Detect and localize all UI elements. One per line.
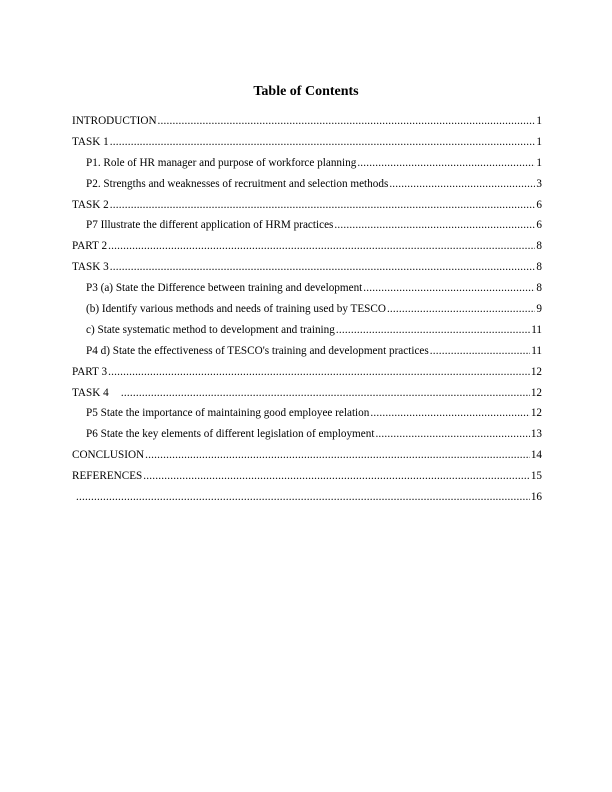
toc-dot-leader	[108, 239, 535, 253]
toc-page-number: 1	[536, 115, 542, 127]
toc-dot-leader	[143, 469, 530, 483]
toc-dot-leader	[158, 114, 536, 128]
toc-page-number: 1	[536, 156, 542, 169]
toc-page-number: 8	[536, 282, 542, 295]
toc-page-number: 3	[536, 177, 542, 190]
toc-page-number: 1	[536, 135, 542, 148]
toc-dot-leader	[334, 218, 535, 232]
toc-dot-leader	[110, 198, 536, 212]
toc-entry-conclusion[interactable]	[72, 448, 542, 469]
toc-entry-p5[interactable]	[72, 406, 542, 427]
toc-entry-label: (b) Identify various methods and needs of training used by TESCO	[86, 303, 386, 316]
toc-entry-task-4[interactable]	[72, 386, 542, 407]
toc-entry-label: P3 (a) State the Difference between training and development	[86, 282, 363, 295]
toc-page-number: 14	[530, 449, 542, 462]
toc-page-number: 6	[536, 198, 542, 211]
toc-entry-label: P4 d) State the effectiveness of TESCO's training and development practices	[86, 344, 429, 357]
toc-entry-label: P1. Role of HR manager and purpose of workforce planning	[86, 156, 357, 169]
toc-entry-label: P6 State the key elements of different legislation of employment	[86, 428, 375, 441]
toc-entry-task-2[interactable]	[72, 198, 542, 219]
toc-entry-label: P5 State the importance of maintaining good employee relation	[86, 407, 370, 420]
toc-dot-leader	[370, 406, 529, 420]
toc-entry-task-1[interactable]	[72, 135, 542, 156]
toc-dot-leader	[336, 323, 530, 337]
toc-entry-label: P7 Illustrate the different application of HRM practices	[86, 219, 334, 232]
toc-entry-label: PART 2	[72, 240, 108, 253]
toc-entry-part-3[interactable]	[72, 365, 542, 386]
toc-page-number: 6	[536, 219, 542, 232]
toc-entry-label: TASK 2	[72, 198, 109, 211]
toc-dot-leader	[110, 135, 536, 149]
toc-page-number: 13	[530, 428, 542, 441]
toc-entry-label: P2. Strengths and weaknesses of recruitment and selection methods	[86, 177, 389, 190]
toc-entry-p7[interactable]	[72, 218, 542, 239]
toc-dot-leader	[430, 344, 530, 358]
toc-entry-label: TASK 1	[72, 135, 109, 148]
toc-dot-leader	[357, 156, 535, 170]
toc-entry-references[interactable]	[72, 469, 542, 490]
toc-entry-introduction[interactable]	[72, 114, 542, 135]
toc-entry-label: TASK 3	[72, 261, 109, 274]
toc-entry-untitled[interactable]	[72, 490, 542, 511]
toc-dot-leader	[76, 490, 530, 504]
toc-page-number: 12	[530, 386, 542, 399]
toc-dot-leader	[121, 386, 530, 400]
toc-dot-leader	[363, 281, 535, 295]
toc-entry-task-3[interactable]	[72, 260, 542, 281]
toc-dot-leader	[108, 365, 530, 379]
toc-entry-p4d[interactable]	[72, 344, 542, 365]
toc-page-number: 12	[530, 365, 542, 378]
toc-page-number: 16	[530, 491, 542, 504]
toc-entry-p3b[interactable]	[72, 302, 542, 323]
toc-page-number: 15	[530, 470, 542, 483]
toc-entry-label: REFERENCES	[72, 470, 143, 483]
toc-entry-p3a[interactable]	[72, 281, 542, 302]
toc-dot-leader	[389, 177, 535, 191]
toc-page-number: 12	[530, 407, 542, 420]
toc-entry-label: INTRODUCTION	[72, 115, 157, 127]
toc-entry-p3c[interactable]	[72, 323, 542, 344]
toc-page-number: 11	[531, 344, 542, 357]
toc-entry-p6[interactable]	[72, 427, 542, 448]
toc-list	[72, 114, 542, 511]
toc-entry-label: PART 3	[72, 365, 108, 378]
toc-page-number: 11	[531, 323, 542, 336]
toc-dot-leader	[145, 448, 530, 462]
toc-entry-label: c) State systematic method to development and training	[86, 323, 335, 336]
toc-dot-leader	[110, 260, 536, 274]
toc-entry-p1[interactable]	[72, 156, 542, 177]
toc-page-number: 8	[536, 261, 542, 274]
toc-dot-leader	[387, 302, 535, 316]
toc-dot-leader	[375, 427, 529, 441]
toc-page-number: 9	[536, 303, 542, 316]
toc-page-number: 8	[536, 240, 542, 253]
toc-entry-label: CONCLUSION	[72, 449, 145, 462]
toc-entry-p2[interactable]	[72, 177, 542, 198]
toc-entry-part-2[interactable]	[72, 239, 542, 260]
toc-entry-label: TASK 4	[72, 386, 120, 399]
toc-title: Table of Contents	[253, 84, 359, 99]
